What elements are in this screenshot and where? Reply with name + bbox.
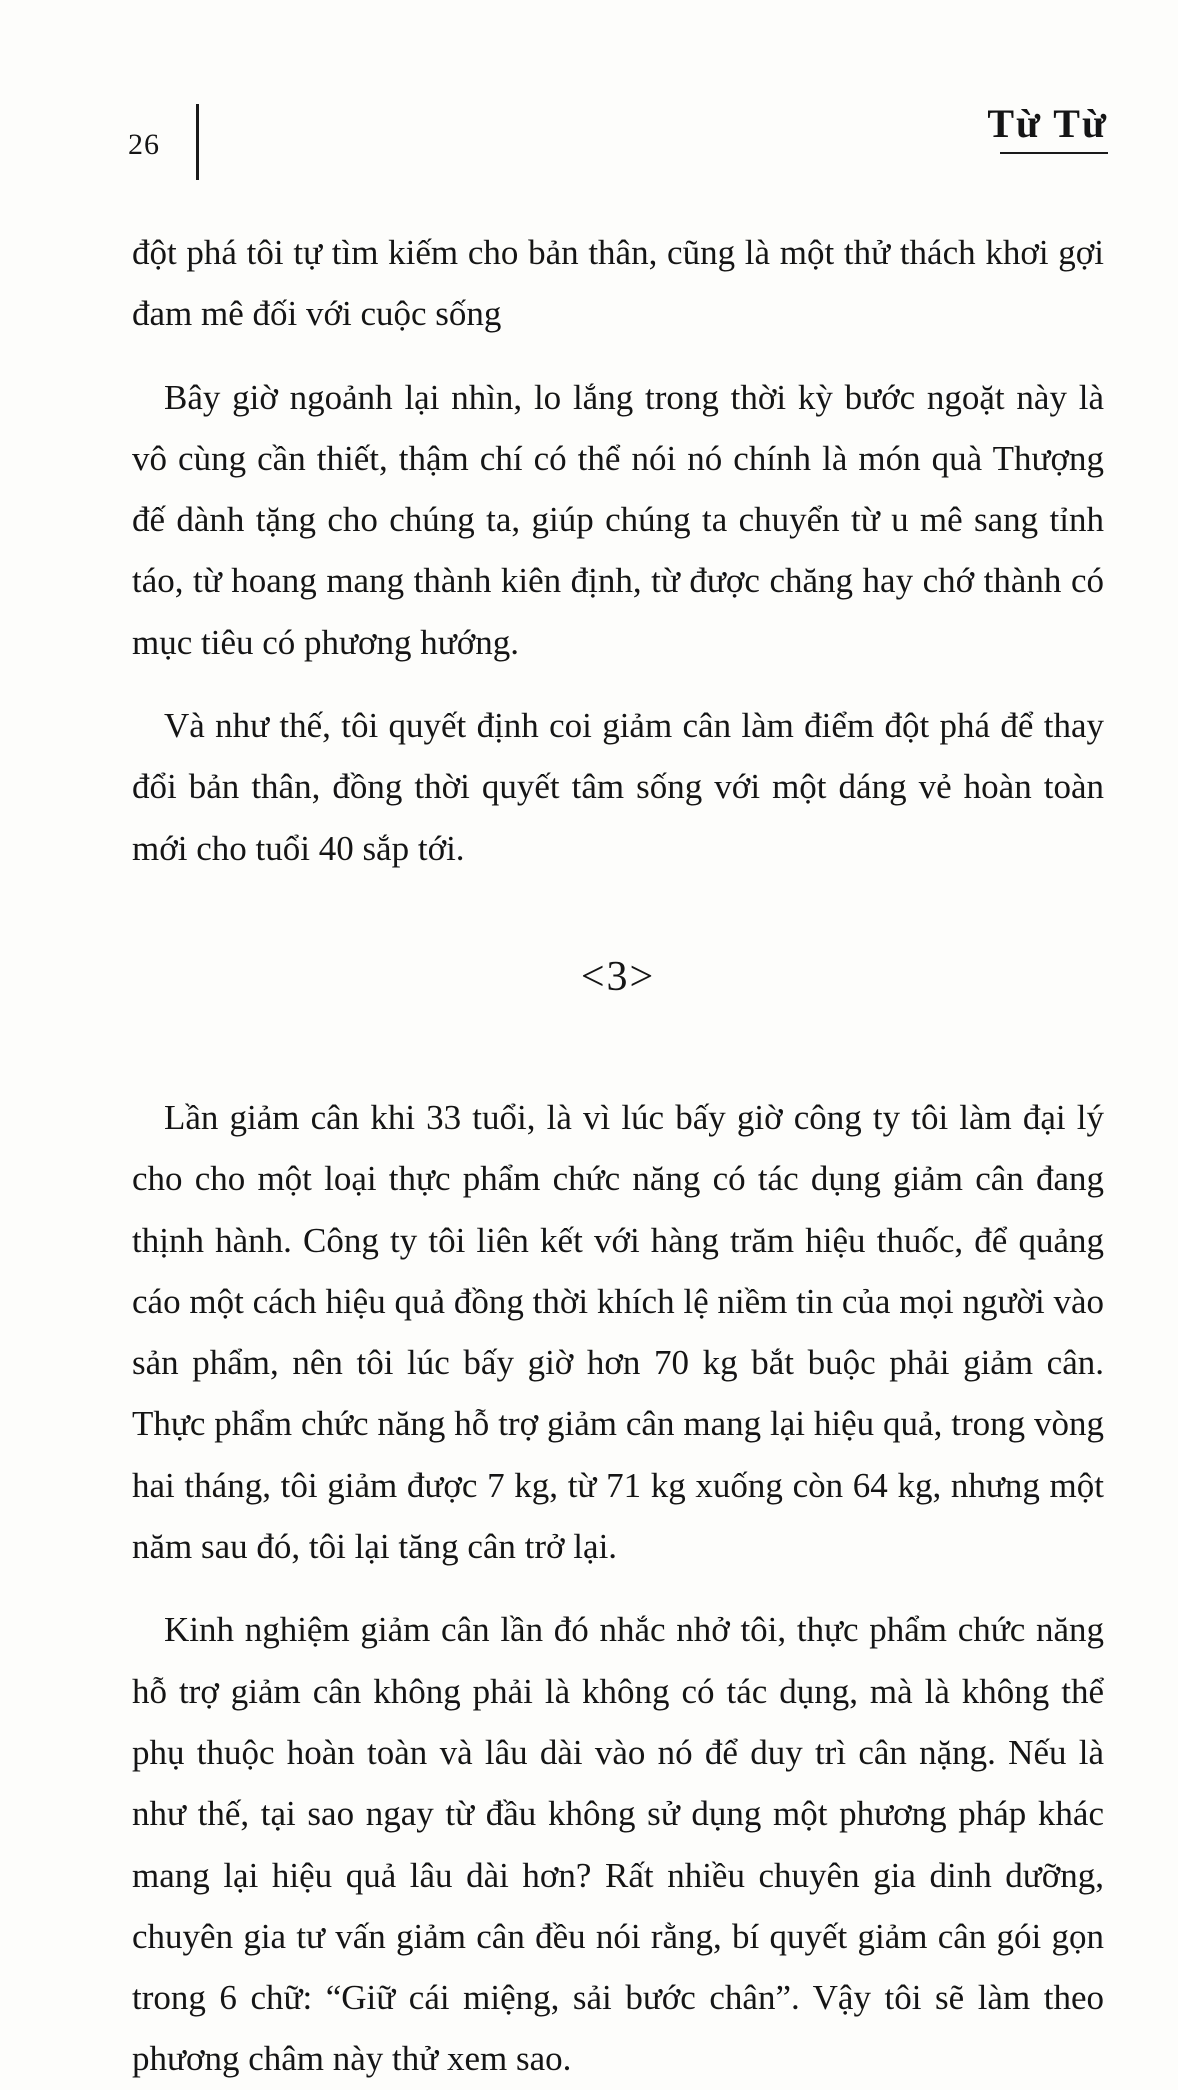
paragraph: Và như thế, tôi quyết định coi giảm cân làm điểm đột phá để thay đổi bản thân, đồng thời quyết tâm sống với một dáng vẻ hoàn toàn mới cho tuổi 40 sắp tới. xyxy=(132,706,1104,868)
header-underline xyxy=(1000,152,1108,154)
paragraph: Kinh nghiệm giảm cân lần đó nhắc nhở tôi, thực phẩm chức năng hỗ trợ giảm cân không phải là không có tác dụng, mà là không thể phụ thuộc hoàn toàn và lâu dài vào nó để duy trì cân nặng. Nếu là như thế, tại sao ngay từ đầu không sử dụng một phương pháp khác mang lại hiệu quả lâu dài hơn? Rất nhiều chuyên gia dinh dưỡng, chuyên gia tư vấn giảm cân đều nói rằng, bí quyết giảm cân gói gọn trong 6 chữ: “Giữ cái miệng, sải bước chân”. Vậy tôi sẽ làm theo phương châm này thử xem sao. xyxy=(132,1610,1104,2079)
paragraph: Lần giảm cân khi 33 tuổi, là vì lúc bấy giờ công ty tôi làm đại lý cho cho một loại thực phẩm chức năng có tác dụng giảm cân đang thịnh hành. Công ty tôi liên kết với hàng trăm hiệu thuốc, để quảng cáo một cách hiệu quả đồng thời khích lệ niềm tin của mọi người vào sản phẩm, nên tôi lúc bấy giờ hơn 70 kg bắt buộc phải giảm cân. Thực phẩm chức năng hỗ trợ giảm cân mang lại hiệu quả, trong vòng hai tháng, tôi giảm được 7 kg, từ 71 kg xuống còn 64 kg, nhưng một năm sau đó, tôi lại tăng cân trở lại. xyxy=(132,1097,1104,1567)
running-title: Từ Từ xyxy=(987,101,1108,146)
page-number: 26 xyxy=(128,128,160,161)
paragraph: đột phá tôi tự tìm kiếm cho bản thân, cũng là một thử thách khơi gợi đam mê đối với cuộc sống xyxy=(132,233,1104,334)
body-text xyxy=(132,222,1104,2090)
section-marker: <3> xyxy=(580,953,656,1000)
header-divider-bar xyxy=(196,104,199,180)
paragraph: Bây giờ ngoảnh lại nhìn, lo lắng trong thời kỳ bước ngoặt này là vô cùng cần thiết, thậm chí có thể nói nó chính là món quà Thượng đế dành tặng cho chúng ta, giúp chúng ta chuyển từ u mê sang tỉnh táo, từ hoang mang thành kiên định, từ được chăng hay chớ thành có mục tiêu có phương hướng. xyxy=(132,377,1104,662)
